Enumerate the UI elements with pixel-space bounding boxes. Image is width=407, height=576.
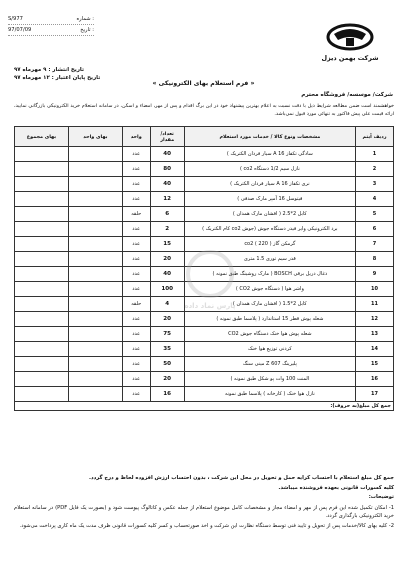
item-unit-price[interactable] xyxy=(68,177,122,192)
table-row xyxy=(15,312,394,327)
item-spec: نازل هوا خنک ( کارخانه ) پلاسما طبق نمونه xyxy=(184,387,355,402)
item-total[interactable] xyxy=(15,237,69,252)
item-unit: عدد xyxy=(122,312,150,327)
note-line-2: کلیه کسورات قانونی بعهده فروشنده میباشد. xyxy=(278,484,394,491)
notes-section xyxy=(14,474,394,531)
item-unit: عدد xyxy=(122,327,150,342)
note-item-1: 1- امکان تکمیل شده این فرم پس از مهر و امضاء مجاز و مشخصات کامل موضوع استعلام از جمله عکس و کاتالوگ پیوست شود و (بصورت یک فایل PDF) در سامانه استعلام خرید الکترونیکی بارگذاری گردد. xyxy=(14,504,394,519)
col-header-unit-price: بهای واحد xyxy=(68,127,122,147)
item-unit-price[interactable] xyxy=(68,192,122,207)
item-unit-price[interactable] xyxy=(68,282,122,297)
table-row xyxy=(15,192,394,207)
row-number: 7 xyxy=(356,237,394,252)
number-value: S/977 xyxy=(8,16,23,22)
item-unit: عدد xyxy=(122,177,150,192)
row-number: 8 xyxy=(356,252,394,267)
item-unit: عدد xyxy=(122,342,150,357)
item-unit: عدد xyxy=(122,372,150,387)
row-number: 12 xyxy=(356,312,394,327)
item-qty: 4 xyxy=(150,297,184,312)
item-unit-price[interactable] xyxy=(68,162,122,177)
item-spec: قدر سیم توری 1.5 متری xyxy=(184,252,355,267)
item-total[interactable] xyxy=(15,282,69,297)
item-unit-price[interactable] xyxy=(68,252,122,267)
item-spec: گرمکن گاز co2 ( 220 ) xyxy=(184,237,355,252)
item-unit: عدد xyxy=(122,357,150,372)
item-unit: عدد xyxy=(122,252,150,267)
item-qty: 40 xyxy=(150,267,184,282)
item-qty: 20 xyxy=(150,372,184,387)
item-total[interactable] xyxy=(15,372,69,387)
row-number: 15 xyxy=(356,357,394,372)
item-qty: 2 xyxy=(150,222,184,237)
row-number: 16 xyxy=(356,372,394,387)
item-qty: 50 xyxy=(150,357,184,372)
table-row xyxy=(15,207,394,222)
item-unit: عدد xyxy=(122,162,150,177)
table-row xyxy=(15,387,394,402)
item-qty: 20 xyxy=(150,252,184,267)
item-total[interactable] xyxy=(15,327,69,342)
notes-heading: توضیحات: xyxy=(368,494,394,500)
item-total[interactable] xyxy=(15,162,69,177)
item-qty: 40 xyxy=(150,177,184,192)
col-header-spec: مشخصات ونوع کالا / خدمات مورد استعلام xyxy=(184,127,355,147)
item-qty: 12 xyxy=(150,192,184,207)
table-row xyxy=(15,177,394,192)
table-row xyxy=(15,147,394,162)
company-name: شرکت بهمن دیزل xyxy=(321,54,379,62)
item-spec: کردنی توزیع هوا خنک xyxy=(184,342,355,357)
item-unit: حلقه xyxy=(122,207,150,222)
watermark-text: پارس نماد داده xyxy=(184,302,236,310)
item-unit: عدد xyxy=(122,147,150,162)
item-unit-price[interactable] xyxy=(68,267,122,282)
date-row xyxy=(8,25,94,36)
col-header-total: بهای مجموع xyxy=(15,127,69,147)
item-unit-price[interactable] xyxy=(68,207,122,222)
date-label: تاریخ : xyxy=(80,27,94,33)
item-total[interactable] xyxy=(15,192,69,207)
item-unit: عدد xyxy=(122,282,150,297)
table-row xyxy=(15,342,394,357)
item-unit: عدد xyxy=(122,267,150,282)
item-unit: عدد xyxy=(122,222,150,237)
note-item-2: 2- کلیه بهای کالا/خدمات پس از تحویل و تایید فنی توسط دستگاه نظارت این شرکت و اخذ صورتحساب و کسر کلیه کسورات قانونی ظرف مدت یک ماه کاری پرداخت می‌شود. xyxy=(19,522,394,529)
item-spec: المنت 100 وات پو شکل طبق نمونه ) xyxy=(184,372,355,387)
item-spec: فیتوسل 16 آمپر مارک صدفی ) xyxy=(184,192,355,207)
row-number: 1 xyxy=(356,147,394,162)
item-unit-price[interactable] xyxy=(68,147,122,162)
table-row xyxy=(15,327,394,342)
item-total[interactable] xyxy=(15,222,69,237)
sum-row xyxy=(15,402,394,411)
item-spec: برد الکترونیکی وایر فیدر دستگاه جوش (جوش co2 کام الکتریک ) xyxy=(184,222,355,237)
item-spec: کابل 2*2.5 ( افشان مارک همدان ) xyxy=(184,207,355,222)
form-title: « فرم استعلام بهای الکترونیکی » xyxy=(152,80,255,87)
sum-label: جمع کل مبلغ(به حروف): xyxy=(15,402,394,411)
item-unit: عدد xyxy=(122,192,150,207)
item-unit: حلقه xyxy=(122,297,150,312)
item-total[interactable] xyxy=(15,342,69,357)
table-row xyxy=(15,372,394,387)
greeting: شرکت/ موسسه/ فروشگاه محترم xyxy=(301,92,393,98)
note-line-1: جمع کل مبلغ استعلام با احتساب کرایه حمل و تحویل در محل این شرکت ، بدون احتساب ارزش افزوده لحاظ و درج گردد. xyxy=(88,475,394,481)
item-qty: 20 xyxy=(150,312,184,327)
item-spec: سادگی تکفاز 16 A سیار فردان الکتریک ) xyxy=(184,147,355,162)
item-unit-price[interactable] xyxy=(68,372,122,387)
intro-paragraph: خواهشمند است ضمن مطالعه شرایط ذیل با دقت نسبت به اعلام بهترین پیشنهاد خود در این برگ اقدام و پس از مهر، امضاء و اسکن، در سامانه استعلام خرید الکترونیکی بازرگانی نمایید، ارائه قیمت علی پیش فاکتور به تنهائی مورد قبول نمی‌باشد. xyxy=(14,103,394,117)
company-logo xyxy=(315,22,385,62)
item-qty: 40 xyxy=(150,147,184,162)
row-number: 10 xyxy=(356,282,394,297)
item-unit-price[interactable] xyxy=(68,357,122,372)
table-body xyxy=(15,147,394,402)
number-row xyxy=(8,14,94,25)
item-qty: 6 xyxy=(150,207,184,222)
table-row xyxy=(15,252,394,267)
table-row xyxy=(15,357,394,372)
row-number: 13 xyxy=(356,327,394,342)
table-row xyxy=(15,282,394,297)
item-qty: 35 xyxy=(150,342,184,357)
item-unit-price[interactable] xyxy=(68,222,122,237)
table-row xyxy=(15,237,394,252)
row-number: 17 xyxy=(356,387,394,402)
item-spec: نازل سیم 1/2 دستگاه co2 ) xyxy=(184,162,355,177)
item-unit-price[interactable] xyxy=(68,327,122,342)
item-total[interactable] xyxy=(15,387,69,402)
table-row xyxy=(15,222,394,237)
col-header-row: ردیف آیتم xyxy=(356,127,394,147)
item-spec: پلیرینگ 607 Z مینی سنگ xyxy=(184,357,355,372)
item-total[interactable] xyxy=(15,207,69,222)
item-spec: واشر هوا ( دستگاه جوش CO2 ) xyxy=(184,282,355,297)
item-qty: 75 xyxy=(150,327,184,342)
letter-info-box xyxy=(8,14,94,36)
row-number: 5 xyxy=(356,207,394,222)
inquiry-table xyxy=(14,126,394,411)
item-spec: شعله پوش هوا خنک دستگاه جوش CO2 xyxy=(184,327,355,342)
item-total[interactable] xyxy=(15,297,69,312)
col-header-unit: واحد xyxy=(122,127,150,147)
item-unit-price[interactable] xyxy=(68,237,122,252)
table-header-row xyxy=(15,127,394,147)
table-row xyxy=(15,297,394,312)
item-unit-price[interactable] xyxy=(68,342,122,357)
item-qty: 100 xyxy=(150,282,184,297)
row-number: 4 xyxy=(356,192,394,207)
row-number: 11 xyxy=(356,297,394,312)
row-number: 3 xyxy=(356,177,394,192)
table-row xyxy=(15,267,394,282)
item-total[interactable] xyxy=(15,147,69,162)
row-number: 6 xyxy=(356,222,394,237)
publish-date: تاریخ انتشار : ۹ مهرماه ۹۷ xyxy=(14,67,84,73)
item-unit-price[interactable] xyxy=(68,297,122,312)
item-spec: کابل 2*1.5 ( افشان مارک همدان ) xyxy=(184,297,355,312)
col-header-qty: تعداد/ مقدار xyxy=(150,127,184,147)
item-total[interactable] xyxy=(15,252,69,267)
item-unit-price[interactable] xyxy=(68,387,122,402)
row-number: 9 xyxy=(356,267,394,282)
item-total[interactable] xyxy=(15,267,69,282)
item-total[interactable] xyxy=(15,357,69,372)
item-unit-price[interactable] xyxy=(68,312,122,327)
table-row xyxy=(15,162,394,177)
item-unit: عدد xyxy=(122,387,150,402)
date-value: 97/07/09 xyxy=(8,27,32,33)
item-qty: 15 xyxy=(150,237,184,252)
item-spec: نری تکفاز 16 A سیار فردان الکتریک ) xyxy=(184,177,355,192)
row-number: 14 xyxy=(356,342,394,357)
item-spec: شعله پوش قطر 15 استاندارد ( پلاسما طبق نمونه ) xyxy=(184,312,355,327)
item-unit: عدد xyxy=(122,237,150,252)
row-number: 2 xyxy=(356,162,394,177)
item-total[interactable] xyxy=(15,312,69,327)
deadline-date: تاریخ پایان اعتبار : ۱۲ مهرماه ۹۷ xyxy=(14,75,101,81)
item-qty: 16 xyxy=(150,387,184,402)
bahman-logo-icon xyxy=(326,22,374,52)
number-label: شماره : xyxy=(76,16,94,22)
item-total[interactable] xyxy=(15,177,69,192)
item-spec: ذغال دریل برقی BOSCH ( مارک روشینگ طبق نمونه ) xyxy=(184,267,355,282)
item-qty: 80 xyxy=(150,162,184,177)
